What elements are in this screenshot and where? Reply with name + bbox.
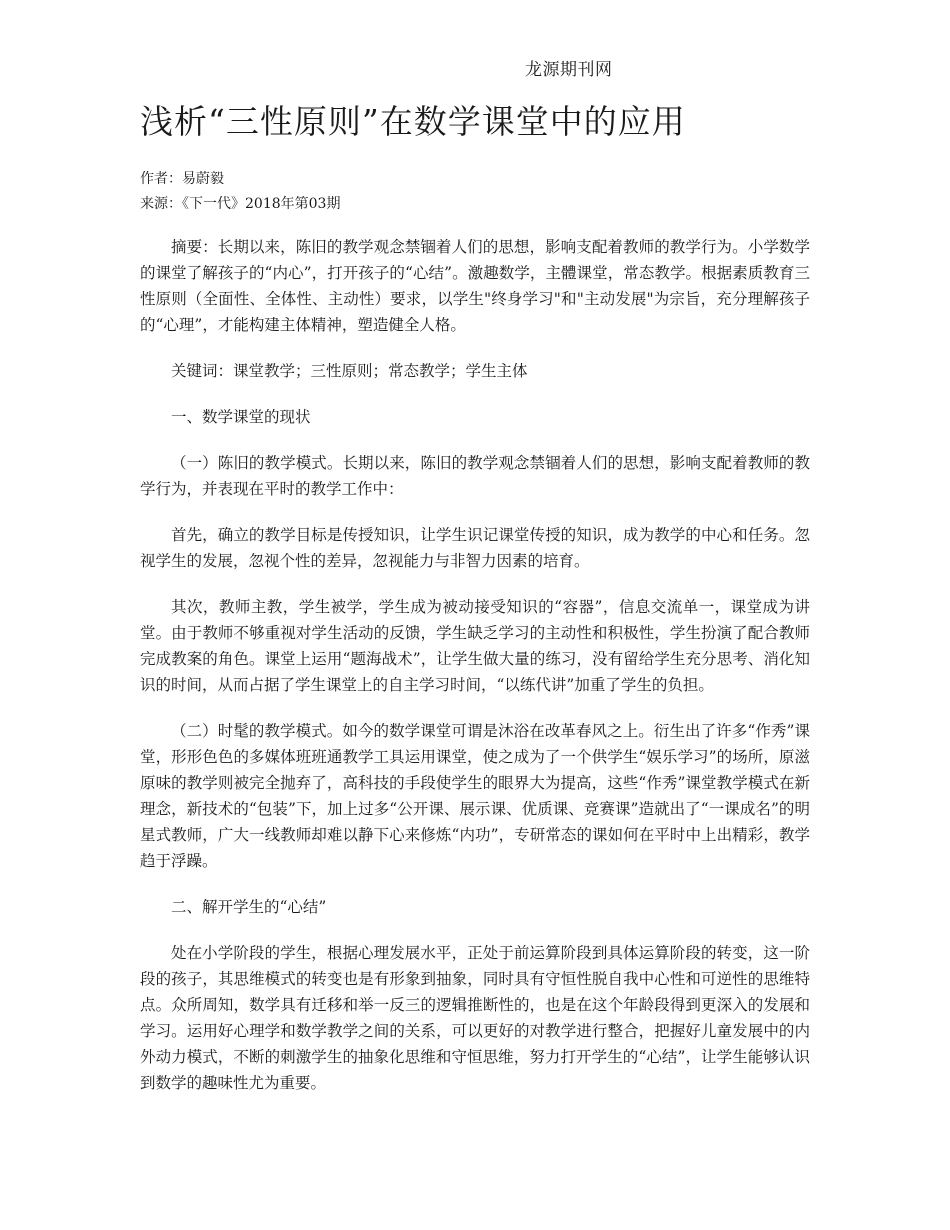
section-heading-2: 二、解开学生的“心结”	[171, 898, 327, 916]
site-name: 龙源期刊网	[525, 60, 613, 80]
abstract-paragraph: 摘要：长期以来，陈旧的教学观念禁锢着人们的思想，影响支配着教师的教学行为。小学数学的课堂了解孩子的“内心”，打开孩子的“心结”。激趣数学，主體课堂，常态教学。根据素质教育三性原则（全面性、全体性、主动性）要求，以学生"终身学习"和"主动发展"为宗旨，充分理解孩子的“心理”，才能构建主体精神，塑造健全人格。	[140, 238, 810, 334]
keywords-paragraph: 关键词：课堂教学；三性原则；常态教学；学生主体	[171, 362, 528, 380]
section-heading-1: 一、数学课堂的现状	[171, 408, 311, 426]
body-paragraph: 处在小学阶段的学生，根据心理发展水平，正处于前运算阶段到具体运算阶段的转变，这一阶段的孩子，其思维模式的转变也是有形象到抽象，同时具有守恒性脱自我中心性和可逆性的思维特点。众所周知，数学具有迁移和举一反三的逻辑推断性的，也是在这个年龄段得到更深入的发展和学习。运用好心理学和数学教学之间的关系，可以更好的对教学进行整合，把握好儿童发展中的内外动力模式，不断的刺激学生的抽象化思维和守恒思维，努力打开学生的“心结”，让学生能够认识到数学的趣味性尤为重要。	[140, 944, 810, 1092]
body-paragraph: （一）陈旧的教学模式。长期以来，陈旧的教学观念禁锢着人们的思想，影响支配着教师的教学行为，并表现在平时的教学工作中：	[140, 454, 810, 498]
source-line: 来源：《下一代》2018年第03期	[140, 196, 341, 212]
body-paragraph: （二）时髦的教学模式。如今的数学课堂可谓是沐浴在改革春风之上。衍生出了许多“作秀”课堂，形形色色的多媒体班班通教学工具运用课堂，使之成为了一个供学生“娱乐学习”的场所，原滋原味的教学则被完全抛弃了，高科技的手段使学生的眼界大为提高，这些“作秀”课堂教学模式在新理念，新技术的“包装”下，加上过多“公开课、展示课、优质课、竞赛课”造就出了“一课成名”的明星式教师，广大一线教师却难以静下心来修炼“内功”，专研常态的课如何在平时中上出精彩，教学趋于浮躁。	[140, 722, 810, 870]
body-paragraph: 首先，确立的教学目标是传授知识，让学生识记课堂传授的知识，成为教学的中心和任务。忽视学生的发展，忽视个性的差异，忽视能力与非智力因素的培育。	[140, 526, 810, 570]
author-line: 作者：易蔚毅	[140, 171, 224, 187]
body-paragraph: 其次，教师主教，学生被学，学生成为被动接受知识的“容器”，信息交流单一，课堂成为讲堂。由于教师不够重视对学生活动的反馈，学生缺乏学习的主动性和积极性，学生扮演了配合教师完成教案的角色。课堂上运用“题海战术”，让学生做大量的练习，没有留给学生充分思考、消化知识的时间，从而占据了学生课堂上的自主学习时间，“以练代讲”加重了学生的负担。	[140, 598, 810, 694]
article-title: 浅析“三性原则”在数学课堂中的应用	[140, 102, 686, 141]
article-body	[140, 234, 810, 1096]
